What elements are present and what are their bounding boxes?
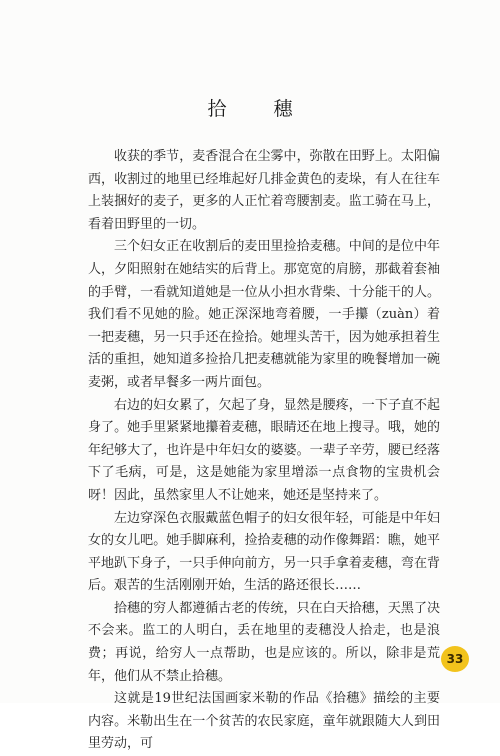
article-body bbox=[88, 146, 440, 756]
paragraph: 这就是19世纪法国画家米勒的作品《拾穗》描绘的主要内容。米勒出生在一个贫苦的农民家庭，童年就跟随大人到田里劳动，可 bbox=[88, 691, 440, 752]
paragraph: 左边穿深色衣服戴蓝色帽子的妇女很年轻，可能是中年妇女的女儿吧。她手脚麻利，捡拾麦穗的动作像舞蹈：瞧，她平平地趴下身子，一只手伸向前方，另一只手拿着麦穗，弯在背后。艰苦的生活刚刚开始，生活的路还很长…… bbox=[88, 510, 440, 594]
page-title: 拾 穗 bbox=[207, 98, 307, 120]
paragraph: 三个妇女正在收割后的麦田里捡拾麦穗。中间的是位中年人，夕阳照射在她结实的后背上。那宽宽的肩膀，那截着套袖的手臂，一看就知道她是一位从小担水背柴、十分能干的人。我们看不见她的脸。她正深深地弯着腰，一手攥（zuàn）着一把麦穗，另一只手还在捡拾。她埋头苦干，因为她承担着生活的重担，她知道多捡拾几把麦穗就能为家里的晚餐增加一碗麦粥，或者早餐多一两片面包。 bbox=[88, 239, 440, 390]
paragraph: 收获的季节，麦香混合在尘雾中，弥散在田野上。太阳偏西，收割过的地里已经堆起好几排金黄色的麦垛，有人在往车上装捆好的麦子，更多的人正忙着弯腰割麦。监工骑在马上，看着田野里的一切。 bbox=[88, 149, 440, 232]
page-number-badge: 33 bbox=[441, 646, 469, 672]
paragraph: 拾穗的穷人都遵循古老的传统，只在白天拾穗，天黑了决不会来。监工的人明白，丢在地里的麦穗没人拾走，也是浪费；再说，给穷人一点帮助，也是应该的。所以，除非是荒年，他们从不禁止拾穗。 bbox=[88, 600, 440, 684]
paragraph: 右边的妇女累了，欠起了身，显然是腰疼，一下子直不起身了。她手里紧紧地攥着麦穗，眼睛还在地上搜寻。哦，她的年纪够大了，也许是中年妇女的婆婆。一辈子辛劳，腰已经落下了毛病，可是，这是她能为家里增添一点食物的宝贵机会呀！因此，虽然家里人不让她来，她还是坚持来了。 bbox=[88, 397, 440, 503]
